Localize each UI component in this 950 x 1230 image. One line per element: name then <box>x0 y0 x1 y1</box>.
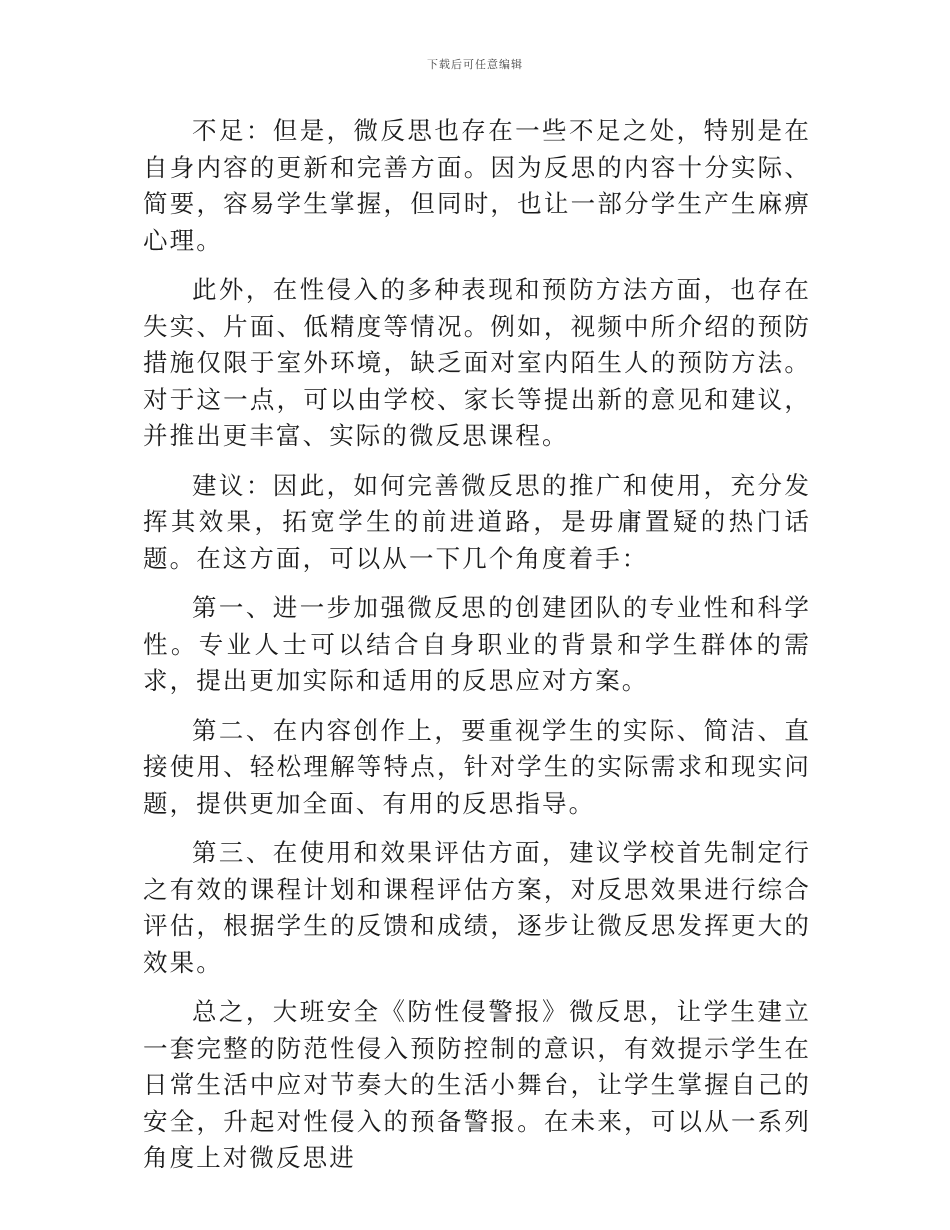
paragraph-point-three: 第三、在使用和效果评估方面，建议学校首先制定行之有效的课程计划和课程评估方案，对反思效果进行综合评估，根据学生的反馈和成绩，逐步让微反思发挥更大的效果。 <box>143 838 811 977</box>
paragraph-point-one: 第一、进一步加强微反思的创建团队的专业性和科学性。专业人士可以结合自身职业的背景和学生群体的需求，提出更加实际和适用的反思应对方案。 <box>143 593 811 695</box>
paragraph-conclusion: 总之，大班安全《防性侵警报》微反思，让学生建立一套完整的防范性侵入预防控制的意识，有效提示学生在日常生活中应对节奏大的生活小舞台，让学生掌握自己的安全，升起对性侵入的预备警报。在未来，可以从一系列角度上对微反思进 <box>143 997 811 1172</box>
paragraph-point-two: 第二、在内容创作上，要重视学生的实际、简洁、直接使用、轻松理解等特点，针对学生的实际需求和现实问题，提供更加全面、有用的反思指导。 <box>143 715 811 818</box>
page-header: 下载后可任意编辑 <box>427 58 523 71</box>
paragraph-additional-issues: 此外，在性侵入的多种表现和预防方法方面，也存在失实、片面、低精度等情况。例如，视频中所介绍的预防措施仅限于室外环境，缺乏面对室内陌生人的预防方法。对于这一点，可以由学校、家长等提出新的意见和建议，并推出更丰富、实际的微反思课程。 <box>143 275 811 450</box>
document-body <box>143 113 811 1190</box>
paragraph-suggestions: 建议：因此，如何完善微反思的推广和使用，充分发挥其效果，拓宽学生的前进道路，是毋庸置疑的热门话题。在这方面，可以从一下几个角度着手： <box>143 470 811 573</box>
paragraph-shortcomings: 不足：但是，微反思也存在一些不足之处，特别是在自身内容的更新和完善方面。因为反思的内容十分实际、简要，容易学生掌握，但同时，也让一部分学生产生麻痹心理。 <box>143 116 811 255</box>
